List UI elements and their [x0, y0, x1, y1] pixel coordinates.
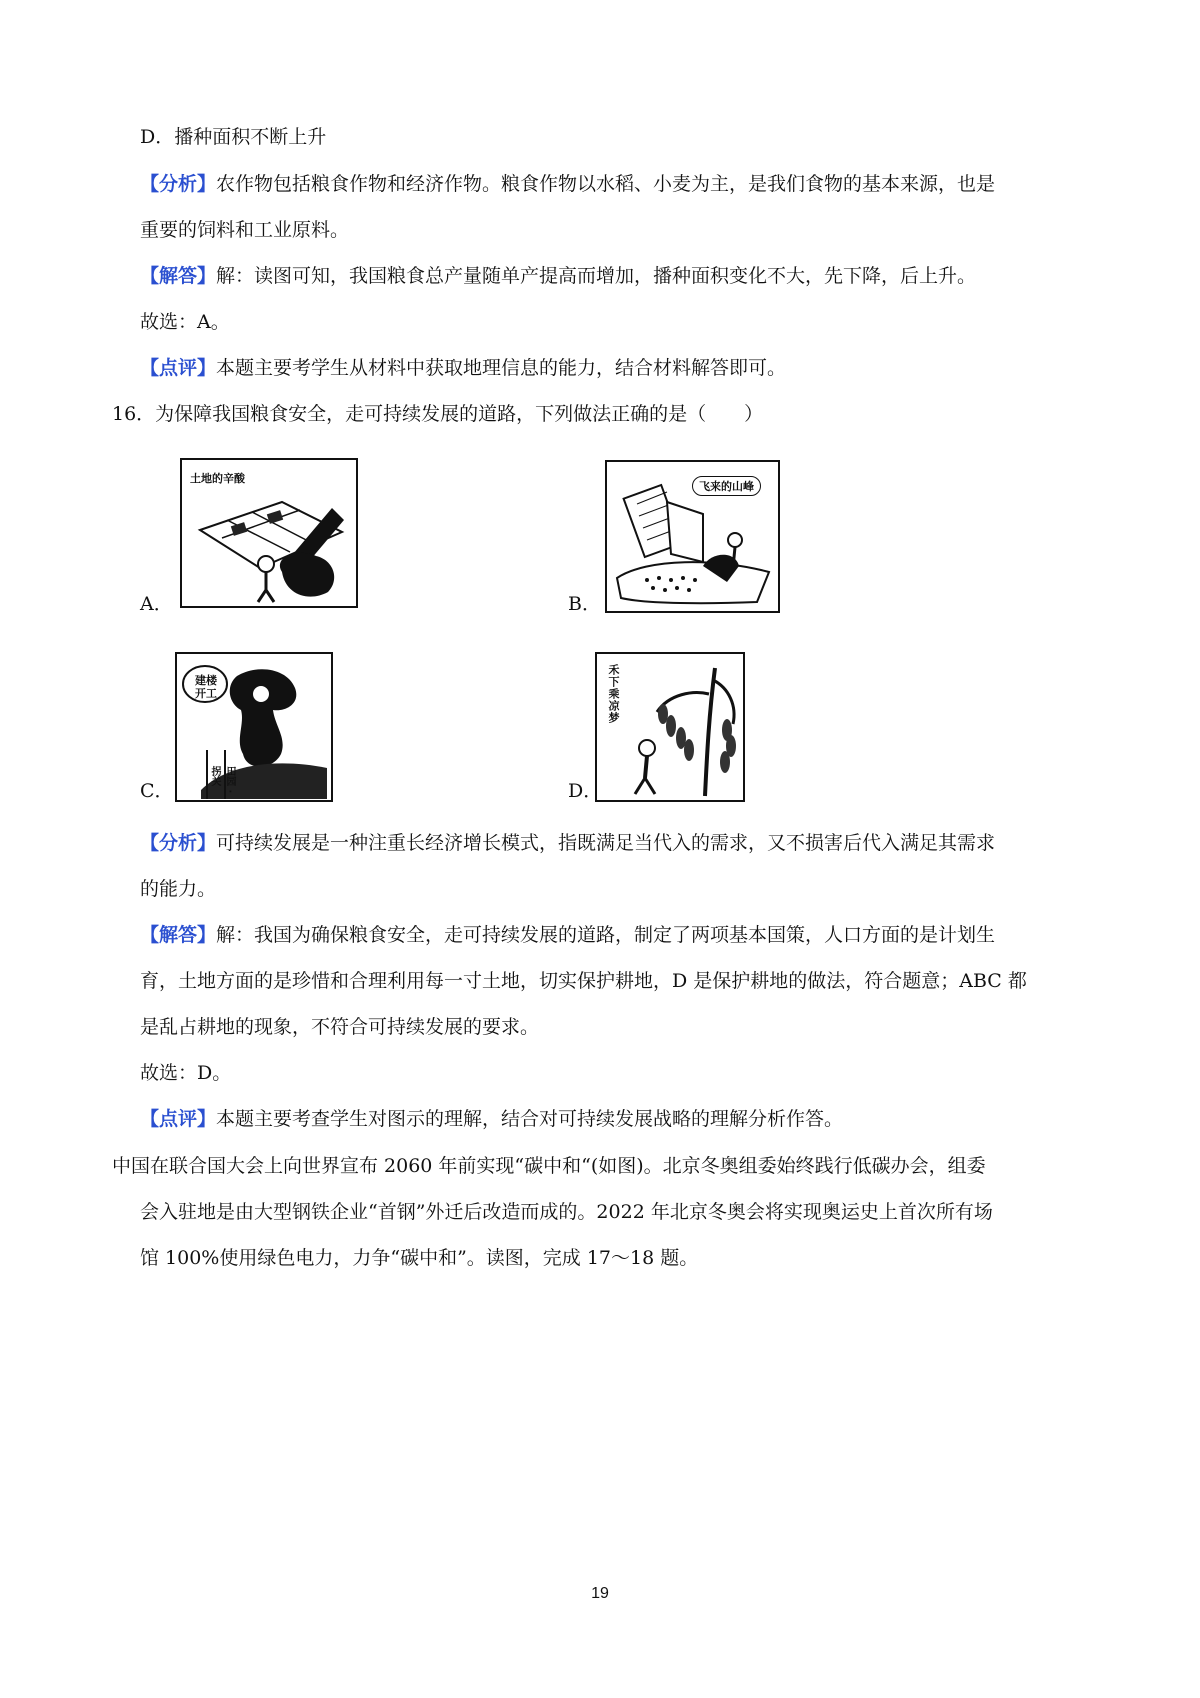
passage-line2: 会入驻地是由大型钢铁企业“首钢”外迁后改造而成的。2022 年北京冬奥会将实现奥运史上首次所有场 — [140, 1201, 993, 1223]
answer-tag: 【解答】 — [140, 265, 217, 287]
cartoon-d — [595, 652, 745, 802]
q15-analysis-line2: 重要的饲料和工业原料。 — [140, 219, 350, 241]
option-d-label: D． — [568, 780, 603, 802]
cartoon-c — [175, 652, 333, 802]
option-c-label: C． — [140, 780, 174, 802]
answer-tag: 【解答】 — [140, 924, 217, 946]
cartoon-d-drawing — [597, 654, 742, 799]
cartoon-c-caption: 建楼开工 — [195, 674, 217, 700]
passage-line1: 中国在联合国大会上向世界宣布 2060 年前实现“碳中和“(如图)。北京冬奥组委始终践行低碳办会，组委 — [112, 1155, 986, 1177]
comment-tag: 【点评】 — [140, 357, 217, 379]
cartoon-a — [180, 458, 358, 608]
option-b-label: B． — [568, 593, 601, 615]
q16-answer-line2: 育，土地方面的是珍惜和合理利用每一寸土地，切实保护耕地，D 是保护耕地的做法，符合题意；ABC 都 — [140, 970, 1027, 992]
q16-answer-line1: 【解答】解：我国为确保粮食安全，走可持续发展的道路，制定了两项基本国策，人口方面的是计划生 — [140, 924, 996, 946]
analysis-tag: 【分析】 — [140, 173, 217, 195]
cartoon-a-caption: 土地的辛酸 — [190, 472, 245, 485]
cartoon-c-side-caption: 田园 · 拐关 — [209, 766, 235, 794]
q16-analysis-line1: 【分析】可持续发展是一种注重长经济增长模式，指既满足当代入的需求，又不损害后代入满足其需求 — [140, 832, 996, 854]
page-number: 19 — [591, 1585, 609, 1602]
q16-stem: 16．为保障我国粮食安全，走可持续发展的道路，下列做法正确的是（ ） — [112, 403, 764, 425]
passage-line3: 馆 100%使用绿色电力，力争“碳中和”。读图，完成 17～18 题。 — [140, 1247, 699, 1269]
q16-choice: 故选：D。 — [140, 1062, 232, 1084]
option-a-label: A． — [140, 593, 173, 615]
q15-analysis-line1: 【分析】农作物包括粮食作物和经济作物。粮食作物以水稻、小麦为主，是我们食物的基本来源，也是 — [140, 173, 996, 195]
q15-choice: 故选：A。 — [140, 311, 230, 333]
q15-comment: 【点评】本题主要考学生从材料中获取地理信息的能力，结合材料解答即可。 — [140, 357, 787, 379]
analysis-tag: 【分析】 — [140, 832, 217, 854]
option-d-text: D．播种面积不断上升 — [140, 126, 327, 148]
cartoon-b-caption: 飞来的山峰 — [692, 476, 761, 496]
q16-answer-line3: 是乱占耕地的现象，不符合可持续发展的要求。 — [140, 1016, 540, 1038]
comment-tag: 【点评】 — [140, 1108, 217, 1130]
q16-analysis-line2: 的能力。 — [140, 878, 217, 900]
cartoon-b — [605, 460, 780, 613]
cartoon-d-caption: 禾下乘凉梦 — [607, 664, 620, 724]
q16-comment: 【点评】本题主要考查学生对图示的理解，结合对可持续发展战略的理解分析作答。 — [140, 1108, 844, 1130]
q15-answer-line1: 【解答】解：读图可知，我国粮食总产量随单产提高而增加，播种面积变化不大，先下降，后上升。 — [140, 265, 977, 287]
